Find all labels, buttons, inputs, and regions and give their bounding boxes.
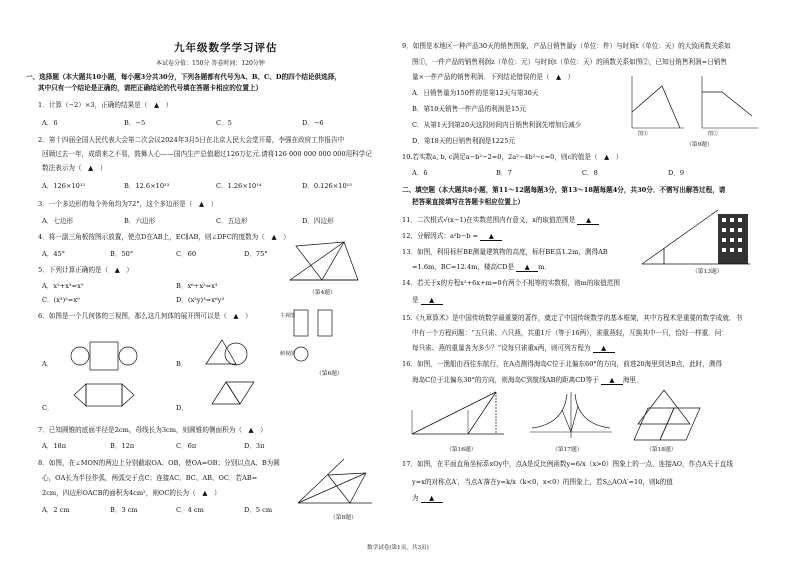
q8-line1: 8．如图，在∠MON的两边上分别截取OA、OB，使OA=OB；分别以点A、B为圆 — [38, 459, 280, 467]
q6-net-b — [192, 330, 272, 380]
q8-option-b: B．3 cm — [110, 506, 138, 514]
q18-figure — [628, 386, 708, 444]
q6-option-c: C． — [42, 404, 54, 412]
q6-option-a: A． — [42, 360, 54, 368]
q9-option-d: D．第18天的日销售利润是1225元 — [412, 137, 515, 145]
page-footer: 数学试卷(第1页，共3页) — [367, 545, 429, 551]
q2-option-d: D．0.126×10¹⁵ — [302, 182, 352, 190]
q6-stem: 6．如图是一个几何体的三视图，那么这几何体的展开图可以是（ ▲ ） — [38, 312, 252, 320]
q11-answer-blank[interactable]: ▲ — [577, 216, 599, 225]
q8-caption: （第8题） — [330, 515, 357, 521]
q13-figure — [638, 206, 758, 268]
q2-option-a: A．126×10¹² — [42, 182, 86, 190]
q17-line2: y=x的对称点A′，当点A′落在y=k/x（k<0，x<0）的图象上，若S△AOA′=10，则k的值 — [412, 478, 673, 486]
q9-option-a: A．日销售量为150件的是第12天与第30天 — [412, 89, 539, 97]
q4-caption: （第4题） — [309, 290, 336, 296]
q17-line3: 为 ▲ — [412, 494, 443, 503]
section2-subheading: 把答案直接填写在答题卡相应位置上） — [412, 198, 525, 206]
q15-line1: 15.《九章算术》是中国传统数学最重要的著作，奠定了中国传统数学的基本框架，其中方程术是重要的数学成就．书 — [402, 314, 743, 322]
q16-line2: 海岛C位于北偏东30°的方向，则海岛C到航线AB的距离CD等于 ▲ 海里． — [412, 376, 643, 384]
q8-line3: 2cm，四边形OACB的面积为4cm²，则OC的长为（ ▲ ） — [42, 489, 221, 497]
q4-option-b: B．50° — [110, 250, 134, 258]
section1-subheading: 其中只有一个结论是正确的，请把正确结论的代号填在答题卡相应的位置上） — [38, 84, 263, 92]
q1-option-a: A．6 — [42, 119, 58, 127]
q13-caption: （第13题） — [692, 269, 723, 275]
q6-caption: （第6题） — [316, 371, 343, 377]
q6-net-a — [56, 330, 156, 380]
q14-line1: 14．若关于x的方程x²+6x+m=0有两个不相等的实数根，则m的取值范围 — [402, 279, 620, 287]
q10-option-b: B．7 — [496, 169, 512, 177]
exam-meta: 本试卷分值：150分 答卷时间：120分钟 — [156, 60, 265, 67]
q4-figure — [282, 236, 362, 286]
q3-option-a: A．七边形 — [42, 217, 74, 225]
q6-top-view-label: 俯视图 — [280, 351, 296, 357]
q10-stem: 10.若实数a, b, c满足a−b²−2=0，2a²−4b²−c=0，则c的值是（ ▲ ） — [402, 153, 623, 161]
q15-line3: 每只雀、燕的重量各为多少？”设每只雀重x两，则可列方程为 ▲ — [412, 344, 615, 353]
q13-line2: =1.6m，BC=12.4m，楼高CD是 ▲ m． — [412, 263, 552, 271]
q16-caption: （第16题） — [446, 447, 477, 453]
q12-answer-blank[interactable]: ▲ — [480, 232, 502, 241]
q15-answer-blank[interactable]: ▲ — [593, 344, 615, 353]
q4-option-a: A．45° — [42, 250, 66, 258]
q2-line1: 2．第十四届全国人民代表大会第二次会议2024年3月5日在北京人民大会堂开幕，李强在政府工作报告中 — [38, 136, 345, 144]
q6-net-d — [192, 376, 272, 416]
q7-option-d: D．3π — [244, 442, 265, 450]
q4-option-d: D．75° — [244, 250, 268, 258]
q2-line3: 数法表示为（ ▲ ） — [42, 164, 107, 172]
q13-answer-blank[interactable]: ▲ — [516, 263, 538, 272]
q5-option-b: B．x⁶÷x²=x³ — [176, 282, 218, 290]
q6-net-c — [56, 376, 156, 416]
q8-line2: 心，OA长为半径作弧，两弧交于点C；连接AC、BC、AB、OC．若AB= — [42, 474, 258, 482]
q5-option-a: A．x²+x³=x⁵ — [42, 282, 84, 290]
q2-option-c: C．1.26×10¹⁴ — [216, 182, 262, 190]
q15-line2: 中有一个方程问题：“五只雀、六只燕，共重1斤（等于16两），雀重燕轻，互换其中一只，恰好一样重．问： — [412, 329, 728, 337]
q8-figure — [292, 455, 378, 511]
q3-option-c: C．五边形 — [216, 217, 248, 225]
q6-option-b: B． — [176, 360, 188, 368]
q9-caption: （第9题） — [686, 142, 713, 148]
q7-stem: 7．已知圆锥的底面半径是2cm，母线长为3cm，则圆锥的侧面积为（ ▲ ） — [38, 426, 267, 434]
q16-figure — [406, 388, 510, 442]
q8-option-a: A．2 cm — [42, 506, 70, 514]
q11-stem: 11．二次根式√(x−1)在实数范围内有意义，x的取值范围是 ▲ — [402, 216, 599, 225]
q9-graphs — [624, 72, 764, 136]
q10-option-a: A．6 — [412, 169, 428, 177]
q17-caption: （第17题） — [552, 447, 583, 453]
q4-stem: 4．将一副三角板按图示放置，使点D在AB上，EC∥AB，则∠DFC的度数为（ ▲ ） — [38, 233, 290, 241]
q10-option-d: D．9 — [668, 169, 685, 177]
q9-figure2-label: 图② — [708, 131, 719, 137]
q1-option-b: B．−5 — [124, 119, 146, 127]
section2-heading: 二、填空题（本大题共8小题，第11～12题每题3分，第13～18题每题4分，共30分．不需写出解答过程，请 — [402, 186, 726, 194]
q9-line3: 量×一件产品的销售利润．下列结论错误的是（ ▲ ） — [412, 73, 575, 81]
q10-option-c: C．8 — [582, 169, 598, 177]
q14-answer-blank[interactable]: ▲ — [421, 296, 443, 305]
q9-option-b: B．第10天销售一件产品的利润是15元 — [412, 105, 526, 113]
q16-answer-blank[interactable]: ▲ — [601, 376, 623, 385]
q9-option-c: C．从第1天到第20天这段时间内日销售利润先增加后减少 — [412, 121, 582, 129]
q14-line2: 是 ▲ — [412, 296, 443, 305]
q9-figure1-label: 图① — [638, 131, 649, 137]
q8-option-c: C．4 cm — [176, 506, 204, 514]
q5-option-c: C．(x³)²=x⁹ — [42, 296, 80, 304]
q6-option-d: D． — [176, 404, 188, 412]
q5-stem: 5．下列计算正确的是（ ▲ ） — [38, 266, 133, 274]
q3-stem: 3．一个多边形的每个外角均为72°，这个多边形是（ ▲ ） — [38, 200, 218, 208]
q16-line1: 16．如图，一渔船由西往东航行，在A点测得海岛C位于北偏东60°的方向，前进20海里到达B点，此时，测得 — [402, 360, 723, 368]
q1-option-d: D．−6 — [302, 119, 324, 127]
q3-option-d: D．四边形 — [302, 217, 334, 225]
q7-option-a: A．18π — [42, 442, 67, 450]
q7-option-c: C．6π — [176, 442, 197, 450]
q18-caption: （第18题） — [646, 447, 677, 453]
q9-line1: 9．如图是本地区一种产品30天的销售图象，产品日销售量y（单位：件）与时间t（单位：天）的大致函数关系如 — [402, 42, 731, 50]
q4-option-c: C．60 — [176, 250, 197, 258]
q17-line1: 17．如图，在平面直角坐标系xOy中，点A是反比例函数y=6/x（x>0）图象上的一点，连接AO，作点A关于直线 — [402, 460, 733, 468]
q17-figure — [526, 388, 616, 442]
q2-line2: 回顾过去一年，成绩来之不易，鼓舞人心——国内生产总值超过126万亿元.请将126 000 000 000 000用科学记 — [42, 150, 372, 158]
q12-stem: 12．分解因式：a²b−b = ▲ — [402, 232, 502, 241]
q1-stem: 1．计算（−2）×3，正确的结果是（ ▲ ） — [38, 101, 173, 109]
q7-option-b: B．12π — [110, 442, 135, 450]
q2-option-b: B．12.6×10¹³ — [124, 182, 170, 190]
page-title: 九年级数学学习评估 — [174, 42, 278, 54]
q3-option-b: B．六边形 — [124, 217, 156, 225]
q13-line1: 13．如图，利用标杆BE测量建筑物的高度，标杆BE高1.2m，测得AB — [402, 248, 608, 256]
section1-heading: 一、选择题（本大题共10小题，每小题3分共30分，下列各题都有代号为A、B、C、D的四个结论供选择， — [26, 73, 341, 81]
q5-option-d: D．(x²y)³=x⁶y³ — [176, 296, 225, 304]
q17-answer-blank[interactable]: ▲ — [421, 494, 443, 503]
q1-option-c: C．5 — [216, 119, 232, 127]
q9-line2: 图①，一件产品的销售利润z（单位：元）与时间t（单位：天）的函数关系如图②，已知日销售利润=日销售 — [412, 58, 727, 66]
q8-option-d: D．5 cm — [244, 506, 273, 514]
q6-front-view-label: 主视图 — [280, 313, 296, 319]
